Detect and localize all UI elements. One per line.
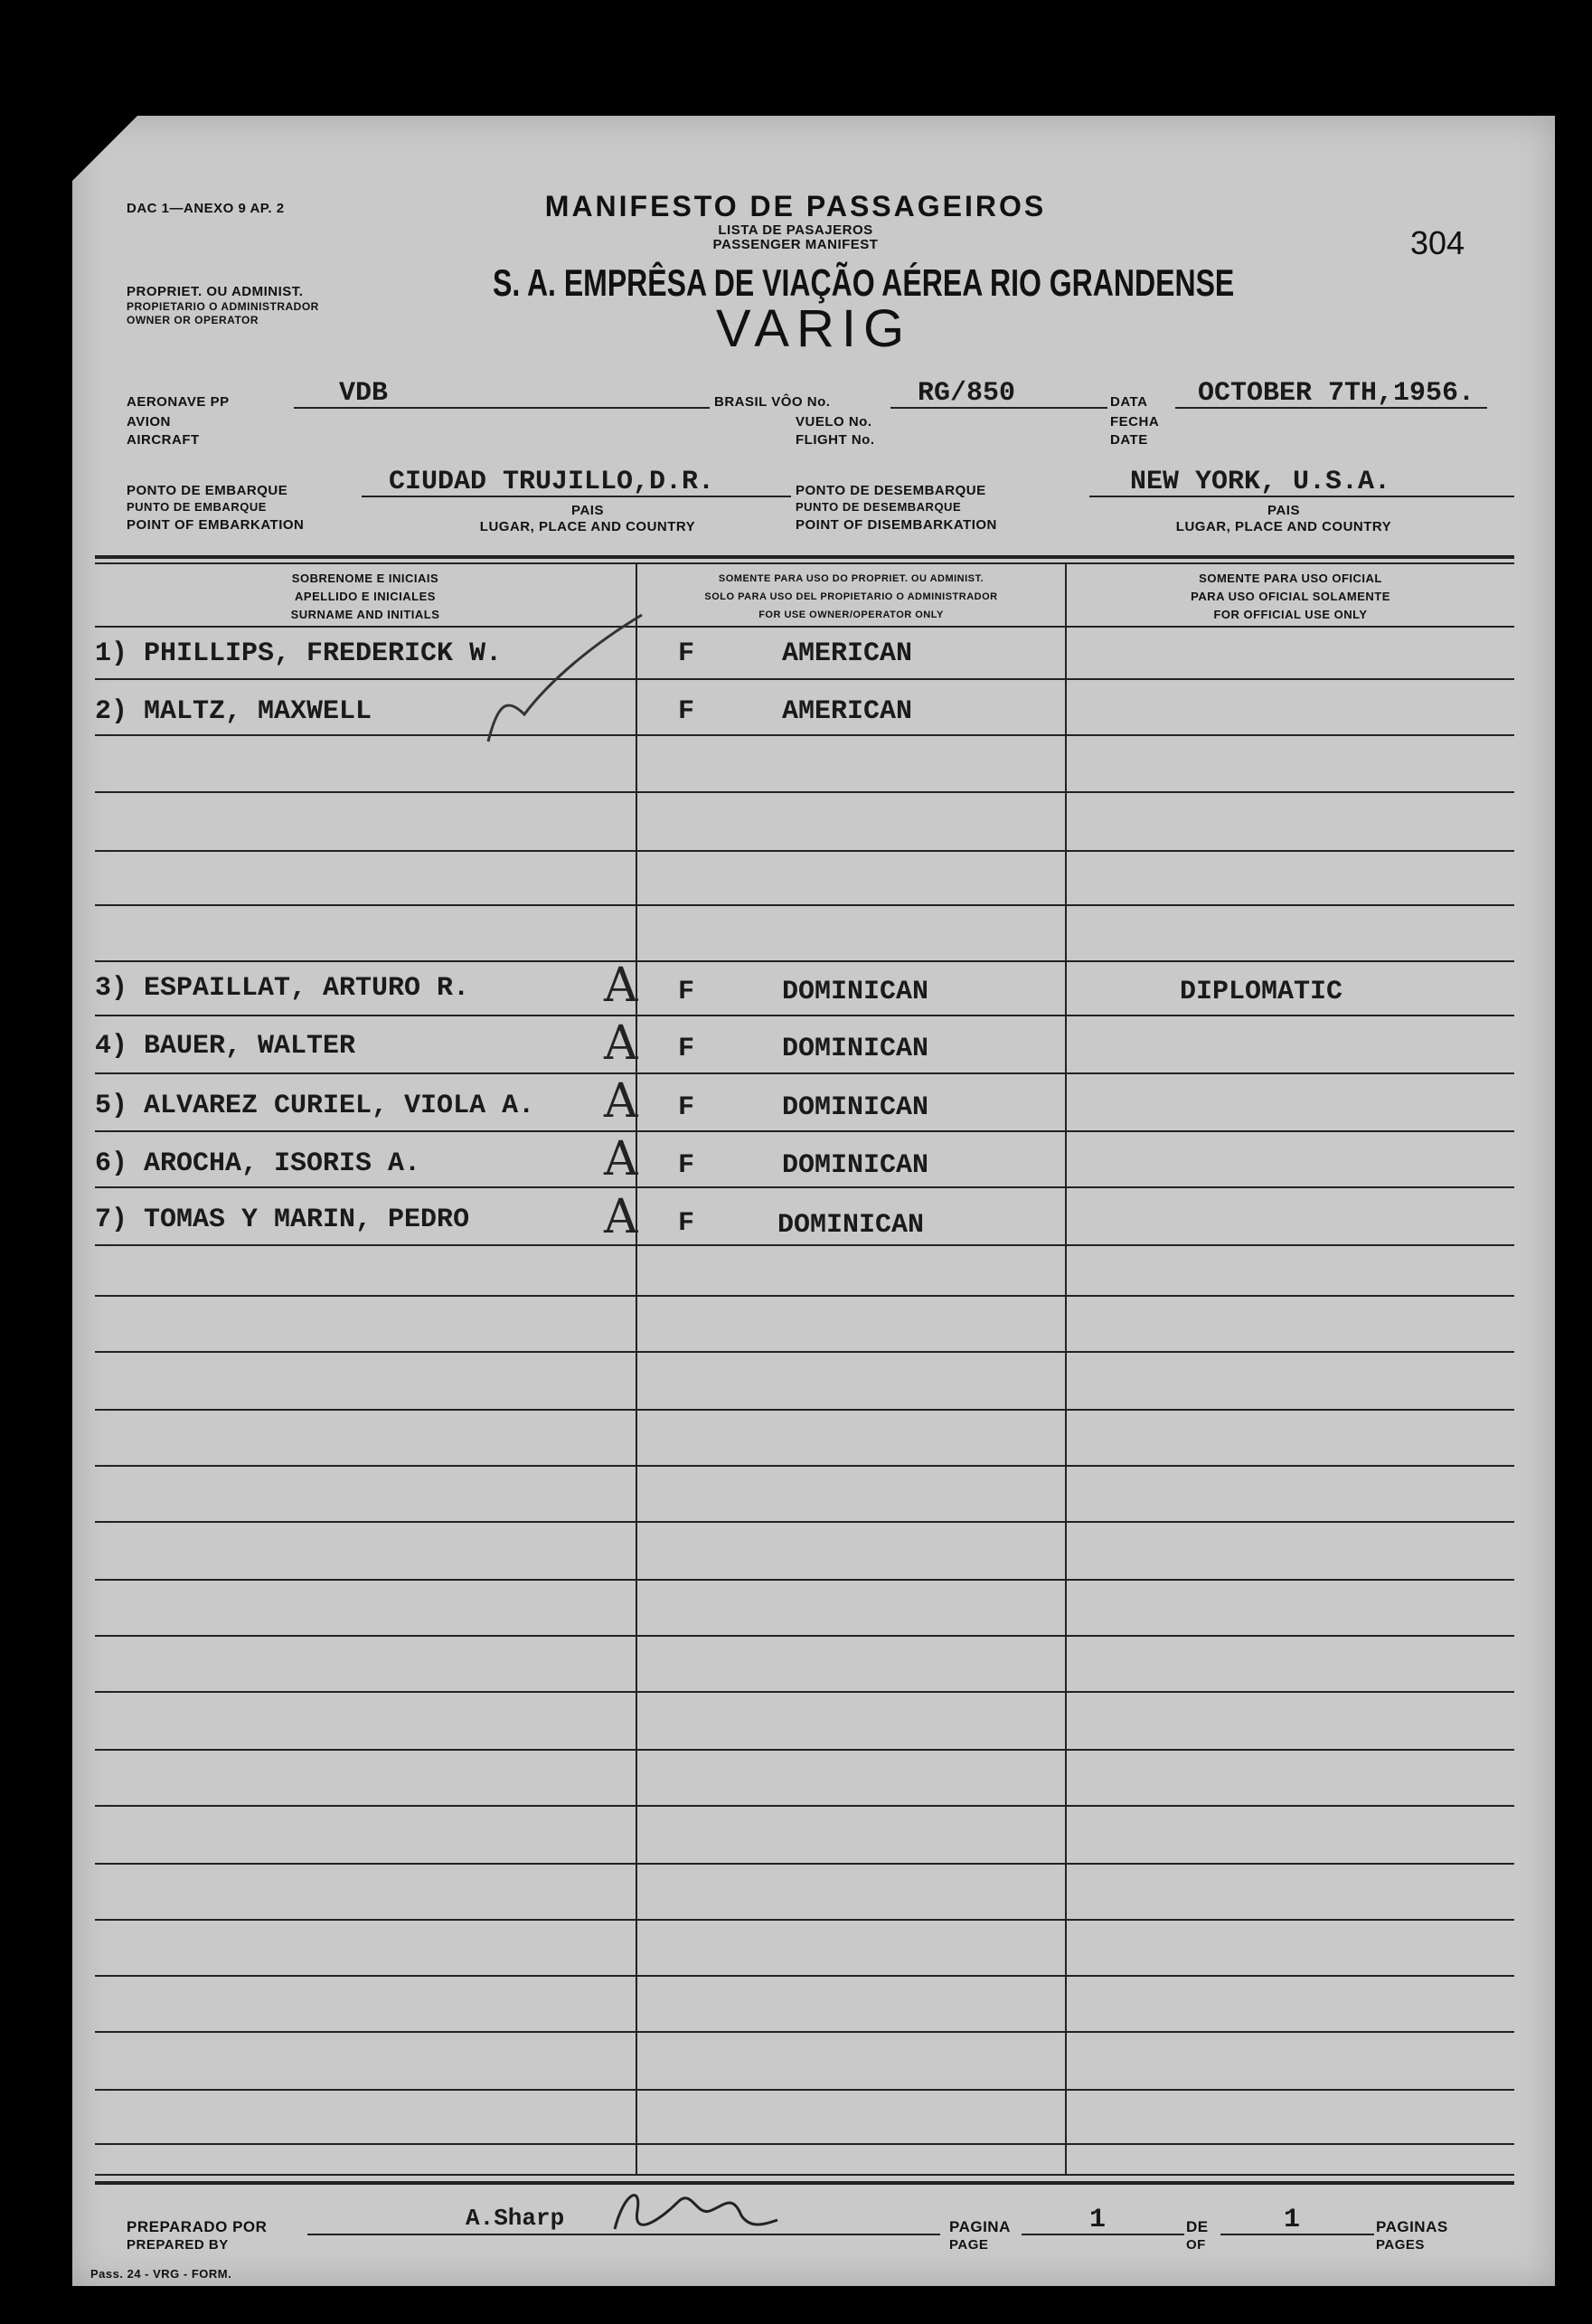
prepared-by-value: A.Sharp xyxy=(466,2205,565,2232)
owner-label-en: OWNER OR OPERATOR xyxy=(127,314,259,326)
embark-sublabel-pais: PAIS xyxy=(571,503,604,518)
flight-label-es: VUELO No. xyxy=(796,414,872,430)
passenger-nationality: DOMINICAN xyxy=(782,977,929,1007)
ruled-line xyxy=(95,1186,1514,1188)
check-mark-icon xyxy=(470,597,651,778)
passenger-sex: F xyxy=(678,696,695,727)
handwritten-a-mark: A xyxy=(604,1132,638,1186)
passenger-sex: F xyxy=(678,1150,695,1181)
passenger-sex: F xyxy=(678,1034,695,1064)
date-value: OCTOBER 7TH,1956. xyxy=(1198,378,1475,409)
embark-label: PONTO DE EMBARQUE xyxy=(127,483,288,498)
column-header-official: SOMENTE PARA USO OFICIAL PARA USO OFICIAL SOLAMENTE FOR OFFICIAL USE ONLY xyxy=(1191,572,1390,621)
page-number: 304 xyxy=(1410,224,1465,261)
ruled-line xyxy=(95,1805,1514,1807)
ruled-line xyxy=(95,904,1514,906)
ruled-line xyxy=(95,791,1514,793)
title-sub2: PASSENGER MANIFEST xyxy=(712,237,879,252)
title-sub1: LISTA DE PASAJEROS xyxy=(718,222,873,238)
disembark-value: NEW YORK, U.S.A. xyxy=(1130,467,1391,497)
aircraft-label-en: AIRCRAFT xyxy=(127,432,200,448)
prepared-label-en: PREPARED BY xyxy=(127,2237,229,2253)
aircraft-value: VDB xyxy=(339,378,389,409)
ruled-line xyxy=(95,1351,1514,1353)
embark-value: CIUDAD TRUJILLO,D.R. xyxy=(389,467,715,497)
owner-label-es: PROPIETARIO O ADMINISTRADOR xyxy=(127,300,319,313)
passenger-name: 2) MALTZ, MAXWELL xyxy=(95,696,372,727)
embark-sublabel-place: LUGAR, PLACE AND COUNTRY xyxy=(479,519,696,534)
pages-label: PAGINAS xyxy=(1376,2218,1448,2235)
passenger-sex: F xyxy=(678,1208,695,1239)
passenger-name: 1) PHILLIPS, FREDERICK W. xyxy=(95,638,503,669)
owner-label-pt: PROPRIET. OU ADMINIST. xyxy=(127,284,304,299)
ruled-line xyxy=(95,1409,1514,1411)
brand-name: VARIG xyxy=(715,299,912,358)
passenger-official: DIPLOMATIC xyxy=(1180,977,1343,1007)
embark-label-en: POINT OF EMBARKATION xyxy=(127,517,305,533)
of-value: 1 xyxy=(1284,2205,1301,2235)
date-label: DATA xyxy=(1110,394,1148,410)
passenger-name: 4) BAUER, WALTER xyxy=(95,1031,356,1062)
page-label: PAGINA xyxy=(949,2218,1011,2235)
date-label-es: FECHA xyxy=(1110,414,1160,430)
aircraft-label-es: AVION xyxy=(127,414,171,430)
form-code: DAC 1—ANEXO 9 AP. 2 xyxy=(127,201,285,216)
ruled-line xyxy=(95,1072,1514,1074)
ruled-line xyxy=(95,1015,1514,1016)
signature-icon xyxy=(606,2175,787,2247)
pages-label-en: PAGES xyxy=(1376,2237,1425,2253)
of-label: DE xyxy=(1186,2218,1209,2235)
ruled-line xyxy=(95,960,1514,962)
embark-label-es: PUNTO DE EMBARQUE xyxy=(127,500,267,514)
ruled-line xyxy=(95,1579,1514,1581)
prepared-label: PREPARADO POR xyxy=(127,2218,268,2235)
handwritten-a-mark: A xyxy=(604,1190,638,1244)
passenger-name: 6) AROCHA, ISORIS A. xyxy=(95,1148,421,1179)
ruled-line xyxy=(95,2089,1514,2091)
passenger-name: 5) ALVAREZ CURIEL, VIOLA A. xyxy=(95,1091,535,1121)
passenger-name: 3) ESPAILLAT, ARTURO R. xyxy=(95,973,470,1004)
passenger-sex: F xyxy=(678,977,695,1007)
handwritten-a-mark: A xyxy=(604,1016,638,1071)
ruled-line xyxy=(95,1244,1514,1246)
flight-value: RG/850 xyxy=(918,378,1016,409)
disembark-label-es: PUNTO DE DESEMBARQUE xyxy=(796,500,962,514)
passenger-name: 7) TOMAS Y MARIN, PEDRO xyxy=(95,1205,470,1235)
ruled-line xyxy=(95,1975,1514,1977)
footer-code: Pass. 24 - VRG - FORM. xyxy=(90,2267,232,2281)
ruled-line xyxy=(95,1691,1514,1693)
company-name: S. A. EMPRÊSA DE VIAÇÃO AÉREA RIO GRANDENSE xyxy=(493,261,1235,305)
handwritten-a-mark: A xyxy=(604,1074,638,1129)
ruled-line xyxy=(95,1521,1514,1523)
passenger-nationality: DOMINICAN xyxy=(777,1210,925,1241)
date-label-en: DATE xyxy=(1110,432,1148,448)
ruled-line xyxy=(95,678,1514,680)
ruled-line xyxy=(95,1130,1514,1132)
column-header-operator: SOMENTE PARA USO DO PROPRIET. OU ADMINIST. SOLO PARA USO DEL PROPIETARIO O ADMINISTRADOR FOR USE OWNER/OPERATOR ONLY xyxy=(704,573,998,620)
column-header-surname: SOBRENOME E INICIAIS APELLIDO E INICIALES SURNAME AND INITIALS xyxy=(290,572,440,621)
ruled-line xyxy=(95,2031,1514,2033)
aircraft-label: AERONAVE PP xyxy=(127,394,230,410)
disembark-label-en: POINT OF DISEMBARKATION xyxy=(796,517,997,533)
disembark-sublabel-place: LUGAR, PLACE AND COUNTRY xyxy=(1175,519,1392,534)
passenger-sex: F xyxy=(678,1092,695,1123)
passenger-nationality: DOMINICAN xyxy=(782,1092,929,1123)
ruled-line xyxy=(95,1863,1514,1865)
ruled-line xyxy=(95,1465,1514,1467)
ruled-line xyxy=(95,734,1514,736)
ruled-line xyxy=(95,1635,1514,1637)
passenger-nationality: DOMINICAN xyxy=(782,1034,929,1064)
handwritten-a-mark: A xyxy=(604,959,638,1013)
disembark-sublabel-pais: PAIS xyxy=(1267,503,1300,518)
ruled-line xyxy=(95,1749,1514,1751)
passenger-nationality: DOMINICAN xyxy=(782,1150,929,1181)
disembark-label: PONTO DE DESEMBARQUE xyxy=(796,483,986,498)
passenger-sex: F xyxy=(678,638,695,669)
ruled-line xyxy=(95,1919,1514,1921)
page-value: 1 xyxy=(1089,2205,1107,2235)
passenger-nationality: AMERICAN xyxy=(782,638,913,669)
ruled-line xyxy=(95,2143,1514,2145)
passenger-nationality: AMERICAN xyxy=(782,696,913,727)
ruled-line xyxy=(95,626,1514,628)
of-label-en: OF xyxy=(1186,2237,1206,2253)
ruled-line xyxy=(95,850,1514,852)
title-main: MANIFESTO DE PASSAGEIROS xyxy=(544,190,1047,222)
flight-label-en: FLIGHT No. xyxy=(796,432,875,448)
flight-label: BRASIL VÔO No. xyxy=(714,394,831,410)
ruled-line xyxy=(95,1295,1514,1297)
page-label-en: PAGE xyxy=(949,2237,989,2253)
